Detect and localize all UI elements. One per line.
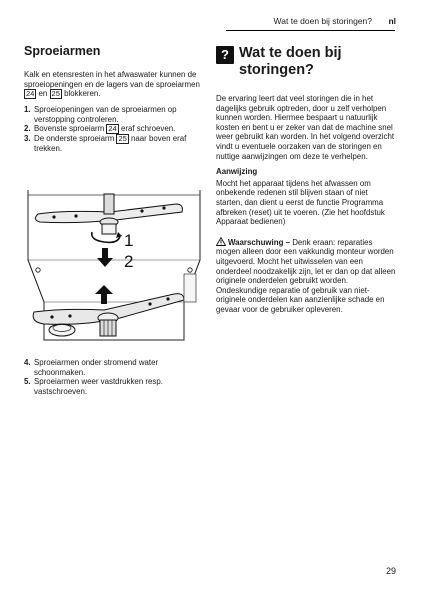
step-item (24, 105, 204, 124)
ref-box-24: 24 (26, 89, 35, 99)
note-paragraph: Mocht het apparaat tijdens het afwassen om onbekende redenen stil blijven staan of niet starten, dan dient u eerst de functie Programma afbreken (reset) uit te voeren. (Zie het hoofdstuk Apparaat bedienen) (216, 178, 385, 227)
spray-arm-drawing (24, 190, 204, 348)
step-text: De onderste sproeiarm (34, 134, 115, 144)
spray-arm-illustration (24, 190, 204, 348)
step-text: Sproeiarmen weer vastdrukken resp. vastschroeven. (34, 377, 163, 396)
left-column (24, 44, 204, 154)
right-column (216, 45, 396, 314)
intro-paragraph-right: De ervaring leert dat veel storingen die in het dagelijks gebruik optreden, door u zelf verholpen kunnen worden. Hiermee bespaart u natuurlijk kosten en bent u er zeker van dat de machine snel weer gebruikt kan worden. In het volgend overzicht vindt u eventuele oorzaken van de storingen en nuttige aanwijzingen om deze te verhelpen. (216, 94, 395, 161)
section-heading-storingen (216, 45, 396, 79)
step-number: 3. (24, 134, 31, 144)
warning-paragraph (216, 237, 396, 315)
steps-list-2 (24, 358, 204, 396)
header-title: Wat te doen bij storingen? (273, 16, 372, 26)
step-item (24, 358, 204, 377)
section-heading-sproeiarmen: Sproeiarmen (24, 44, 101, 58)
note-heading: Aanwijzing (216, 167, 258, 177)
step-item (24, 134, 204, 154)
step-text: Sproeiarmen onder stromend water schoonmaken. (34, 358, 159, 377)
question-mark-icon: ? (216, 46, 234, 64)
step-text: Sproeiopeningen van de sproeiarmen op verstopping controleren. (34, 105, 177, 124)
intro-text-pre: Kalk en etensresten in het afwaswater kunnen de sproeiopeningen en de lagers van de sproeiarmen (24, 70, 200, 89)
ref-box: 25 (118, 134, 127, 144)
page-number: 29 (385, 566, 396, 577)
step-text: eraf schroeven. (120, 124, 176, 134)
step-item (24, 124, 204, 134)
page-header (0, 17, 422, 29)
intro-text-post: blokkeren. (64, 89, 101, 99)
warning-triangle-icon (216, 237, 226, 246)
ref-box-25: 25 (51, 89, 60, 99)
section-title-line2: storingen? (239, 62, 314, 78)
warning-label: Waarschuwing – (228, 237, 290, 247)
header-rule (226, 30, 395, 31)
steps-list (24, 105, 204, 154)
figure-label-1: 1 (124, 231, 134, 250)
step-number: 2. (24, 124, 31, 134)
ref-box: 24 (108, 124, 117, 134)
section-title (239, 45, 342, 79)
figure-label-2: 2 (124, 252, 134, 271)
intro-paragraph (24, 70, 204, 99)
warning-text: Denk eraan: reparaties mogen alleen door een vakkundig monteur worden uitgevoerd. Mocht het uitwisselen van een onderdeel noodzakelijk zijn, let er dan op dat alleen originele onderdelen gebruikt worden. Ondeskundige reparatie of gebruik van niet-originele onderdelen kan aanzienlijke schade en gevaar voor de gebruiker opleveren. (216, 237, 396, 314)
step-item (24, 377, 204, 396)
step-number: 5. (24, 377, 31, 387)
step-number: 1. (24, 105, 31, 115)
header-language: nl (388, 16, 396, 26)
section-title-line1: Wat te doen bij (239, 45, 342, 61)
step-number: 4. (24, 358, 31, 367)
intro-text-mid: en (38, 89, 48, 99)
step-text: Bovenste sproeiarm (34, 124, 105, 134)
step-text: naar boven eraf trekken. (34, 134, 187, 154)
left-steps-continued (24, 352, 204, 396)
